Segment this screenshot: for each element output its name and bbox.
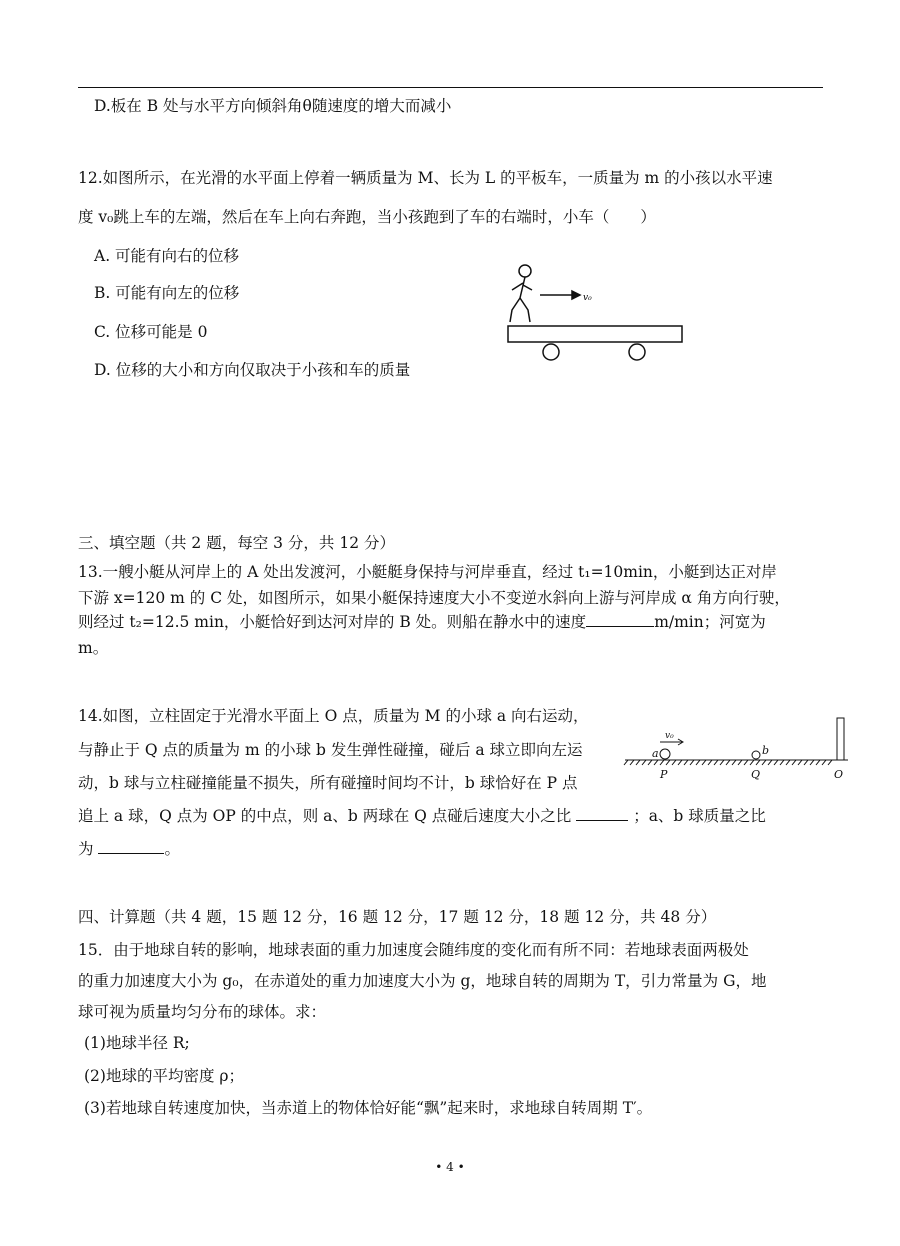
- q14-line5: [78, 839, 180, 859]
- cart-wheel-left: [543, 344, 559, 360]
- q14-line5-text: 为: [78, 840, 94, 858]
- cart-figure: [500, 260, 690, 370]
- q14-blank-speed-ratio[interactable]: [576, 806, 628, 821]
- q14-line5-end: 。: [164, 840, 180, 858]
- q14-line1: 14.如图，立柱固定于光滑水平面上 O 点，质量为 M 的小球 a 向右运动，: [78, 707, 589, 725]
- fig-b-label: b: [762, 744, 770, 757]
- collision-figure: [620, 712, 850, 782]
- cart-wheel-right: [629, 344, 645, 360]
- q12-option-a: A. 可能有向右的位移: [94, 247, 240, 265]
- q14-line4-tail: ；a、b 球质量之比: [633, 807, 766, 825]
- q14-line4: [78, 806, 766, 826]
- v0-label: v₀: [583, 293, 592, 303]
- section4-heading: 四、计算题（共 4 题，15 题 12 分，16 题 12 分，17 题 12 分，18 题 12 分，共 48 分）: [78, 908, 717, 926]
- q13-line3-text: 则经过 t₂=12.5 min，小艇恰好到达河对岸的 B 处。则船在静水中的速度: [78, 613, 587, 631]
- section3-heading: 三、填空题（共 2 题，每空 3 分，共 12 分）: [78, 534, 396, 552]
- child-body: [520, 277, 525, 298]
- fig-a-label: a: [652, 747, 659, 760]
- q14-line2: 与静止于 Q 点的质量为 m 的小球 b 发生弹性碰撞，碰后 a 球立即向左运: [78, 741, 583, 759]
- q12-option-d: D. 位移的大小和方向仅取决于小孩和车的质量: [94, 361, 411, 379]
- q12-stem-line2: 度 v₀跳上车的左端，然后在车上向右奔跑，当小孩跑到了车的右端时，小车（ ）: [78, 208, 656, 226]
- q15-line1: 15．由于地球自转的影响，地球表面的重力加速度会随纬度的变化而有所不同：若地球表面两极处: [78, 941, 749, 959]
- fig-O-label: O: [834, 768, 844, 781]
- top-rule: [78, 87, 823, 88]
- ball-b: [752, 751, 760, 759]
- q13-line4: m。: [78, 639, 109, 657]
- q13-line3-unit: m/min；河宽为: [654, 613, 766, 631]
- child-legs: [510, 298, 530, 322]
- velocity-arrowhead: [572, 291, 580, 299]
- q14-blank-mass-ratio[interactable]: [98, 839, 164, 854]
- q15-sub3: (3)若地球自转速度加快，当赤道上的物体恰好能“飘”起来时，求地球自转周期 T′。: [84, 1099, 653, 1117]
- q13-line3: [78, 612, 766, 632]
- ball-a: [660, 749, 670, 759]
- q12-stem-line1: 12.如图所示，在光滑的水平面上停着一辆质量为 M、长为 L 的平板车，一质量为 m 的小孩以水平速: [78, 169, 773, 187]
- pillar: [837, 718, 844, 760]
- q11-option-d: D.板在 B 处与水平方向倾斜角θ随速度的增大而减小: [94, 97, 452, 115]
- fig-P-label: P: [660, 768, 668, 781]
- page-number: • 4 •: [435, 1160, 465, 1174]
- q13-line2: 下游 x=120 m 的 C 处，如图所示，如果小艇保持速度大小不变逆水斜向上游与河岸成 α 角方向行驶，: [78, 589, 790, 607]
- q15-line2: 的重力加速度大小为 g₀，在赤道处的重力加速度大小为 g，地球自转的周期为 T，引力常量为 G，地: [78, 972, 767, 990]
- q15-line3: 球可视为质量均匀分布的球体。求：: [78, 1003, 327, 1021]
- q15-sub1: (1)地球半径 R;: [84, 1034, 190, 1052]
- q14-line3: 动，b 球与立柱碰撞能量不损失，所有碰撞时间均不计，b 球恰好在 P 点: [78, 774, 578, 792]
- q13-line1: 13.一艘小艇从河岸上的 A 处出发渡河，小艇艇身保持与河岸垂直，经过 t₁=10min，小艇到达正对岸: [78, 563, 777, 581]
- ground-hatch: [624, 760, 832, 765]
- fig-v0-label: v₀: [665, 731, 674, 741]
- cart-board: [508, 326, 682, 342]
- q12-option-c: C. 位移可能是 0: [94, 323, 208, 341]
- q13-blank-speed[interactable]: [586, 612, 654, 627]
- fig-Q-label: Q: [751, 768, 761, 781]
- q12-option-b: B. 可能有向左的位移: [94, 284, 240, 302]
- q15-sub2: (2)地球的平均密度 ρ；: [84, 1067, 244, 1085]
- child-head: [519, 265, 531, 277]
- q14-line4-text: 追上 a 球，Q 点为 OP 的中点，则 a、b 两球在 Q 点碰后速度大小之比: [78, 807, 572, 825]
